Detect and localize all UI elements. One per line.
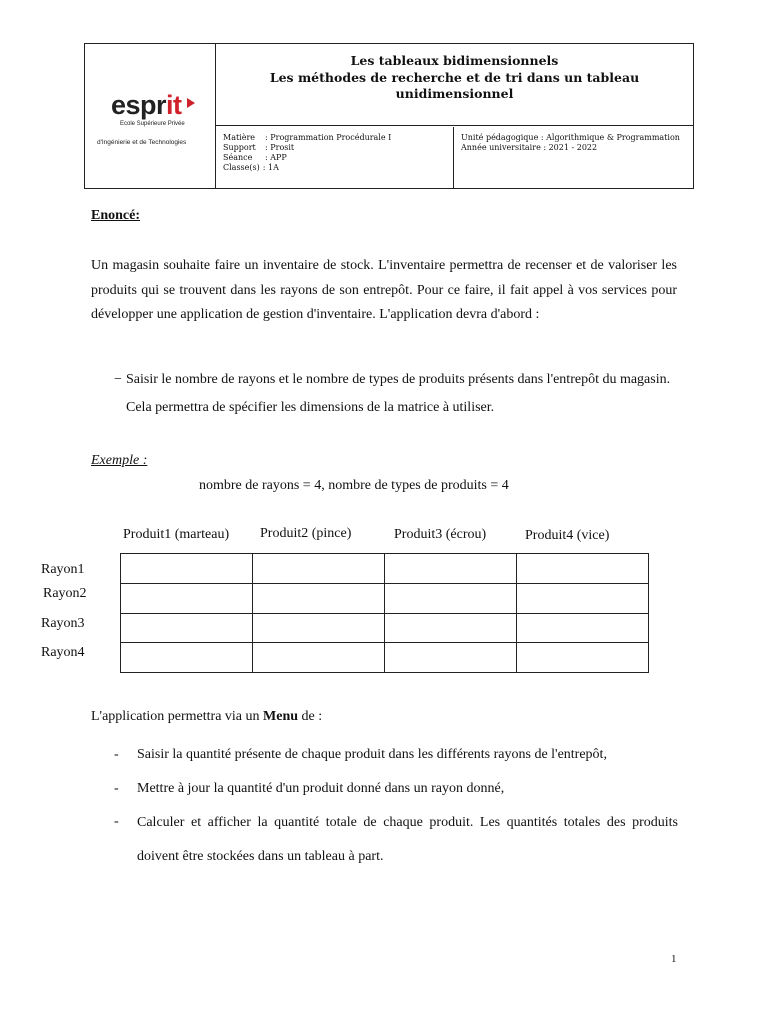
matrix-row: [121, 643, 649, 673]
column-header: Produit3 (écrou): [394, 527, 487, 542]
menu-item-text: Calculer et afficher la quantité totale de chaque produit. Les quantités totales des produits doivent être stockées dans un tableau à part.: [137, 815, 678, 864]
example-label: Exemple :: [91, 453, 148, 468]
bullet-dash: −: [114, 372, 122, 387]
menu-item-text: Saisir la quantité présente de chaque produit dans les différents rayons de l'entrepôt,: [137, 747, 607, 762]
matrix-row: [121, 554, 649, 584]
title-line-1: Les tableaux bidimensionnels: [350, 53, 559, 68]
row-header: Rayon1: [41, 562, 85, 577]
inventory-matrix: [120, 553, 649, 673]
column-header: Produit4 (vice): [525, 528, 610, 543]
matrix-cell: [121, 613, 253, 643]
header-table: [84, 43, 694, 189]
logo-cell: [85, 44, 216, 188]
matrix-cell: [121, 583, 253, 613]
info-row-classe: Classe(s) : 1A: [223, 163, 279, 172]
title-line-3: unidimensionnel: [395, 86, 514, 101]
matrix-cell: [121, 643, 253, 673]
matrix-cell: [253, 613, 385, 643]
matrix-cell: [517, 554, 649, 584]
matrix-cell: [121, 554, 253, 584]
row-header: Rayon3: [41, 616, 85, 631]
menu-item-text: Mettre à jour la quantité d'un produit donné dans un rayon donné,: [137, 781, 505, 796]
logo-accent: it: [166, 90, 182, 120]
row-header: Rayon4: [41, 645, 85, 660]
matrix-cell: [253, 643, 385, 673]
esprit-logo: [111, 90, 182, 121]
page-number: 1: [671, 953, 677, 965]
matrix-cell: [385, 613, 517, 643]
course-info: [216, 127, 454, 188]
annee-universitaire: Année universitaire : 2021 - 2022: [461, 143, 598, 152]
column-header: Produit1 (marteau): [123, 527, 230, 542]
first-requirement-text: Saisir le nombre de rayons et le nombre de types de produits présents dans l'entrepôt du magasin. Cela permettra de spécifier les dimensions de la matrice à utiliser.: [126, 372, 671, 415]
matrix-cell: [385, 643, 517, 673]
section-heading: Enoncé:: [91, 208, 140, 223]
info-row-matiere: Matière : Programmation Procédurale I: [223, 133, 392, 142]
unite-pedagogique: Unité pédagogique : Algorithmique & Programmation: [461, 133, 680, 142]
matrix-cell: [517, 613, 649, 643]
info-row-support: Support : Prosit: [223, 143, 295, 152]
matrix-cell: [517, 643, 649, 673]
matrix-row: [121, 613, 649, 643]
matrix-cell: [253, 583, 385, 613]
column-header: Produit2 (pince): [260, 526, 352, 541]
matrix-cell: [253, 554, 385, 584]
row-header: Rayon2: [43, 586, 87, 601]
logo-subtitle-1: Ecole Supérieure Privée: [120, 121, 185, 127]
matrix-row: [121, 583, 649, 613]
menu-intro: L'application permettra via un Menu de :: [91, 709, 323, 724]
menu-keyword: Menu: [263, 709, 299, 724]
example-text: nombre de rayons = 4, nombre de types de produits = 4: [199, 478, 509, 493]
logo-prefix: espr: [111, 90, 167, 120]
info-row-seance: Séance : APP: [223, 153, 287, 162]
logo-subtitle-2: d'Ingénierie et de Technologies: [97, 139, 187, 146]
statement-paragraph: Un magasin souhaite faire un inventaire de stock. L'inventaire permettra de recenser et de valoriser les produits qui se trouvent dans les rayons de son entrepôt. Pour ce faire, il fait appel à vos services pour développer une application de gestion d'inventaire. L'application devra d'abord :: [91, 258, 677, 323]
matrix-cell: [517, 583, 649, 613]
matrix-cell: [385, 583, 517, 613]
document-title: [216, 44, 693, 126]
title-line-2: Les méthodes de recherche et de tri dans un tableau: [269, 69, 640, 85]
unit-info: [455, 127, 693, 188]
matrix-cell: [385, 554, 517, 584]
document-page: esprit Ecole Supérieure Privée d'Ingénierie et de Technologies Les tableaux bidimensionnels Les méthodes de recherche et de tri dans un tableau unidimensionnel Matière : Programmation Procédurale I Support : Prosit Séance : APP Classe(s) : 1A Unité pédagogique : Algorithmique & Programmation Année universitaire : 2021 - 2022 Enoncé: Un magasin souhaite faire un inventaire de stock. L'inventaire permettra de recenser et de valoriser les produits qui se trouvent dans les rayons de son entrepôt. Pour ce faire, il fait appel à vos services pour développer une application de gestion d'inventaire. L'application devra d'abord : − Saisir le nombre de rayons et le nombre de types de produits présents dans l'entrepôt du magasin. Cela permettra de spécifier les dimensions de la matrice à utiliser. Exemple : nombre de rayons = 4, nombre de types de produits = 4 Produit1 (marteau) Produit2 (pince) Produit3 (écrou) Produit4 (vice) Rayon1 Rayon2 Rayon3 Rayon4 L'application permettra via un Menu de : - Saisir la quantité présente de chaque produit dans les différents rayons de l'entrepôt, - Mettre à jour la quantité d'un produit donné dans un rayon donné, - Calculer et afficher la quantité totale de chaque produit. Les quantités totales des produits doivent être stockées dans un tableau à part. 1: [0, 0, 768, 1024]
logo-arrow-icon: [187, 98, 195, 108]
